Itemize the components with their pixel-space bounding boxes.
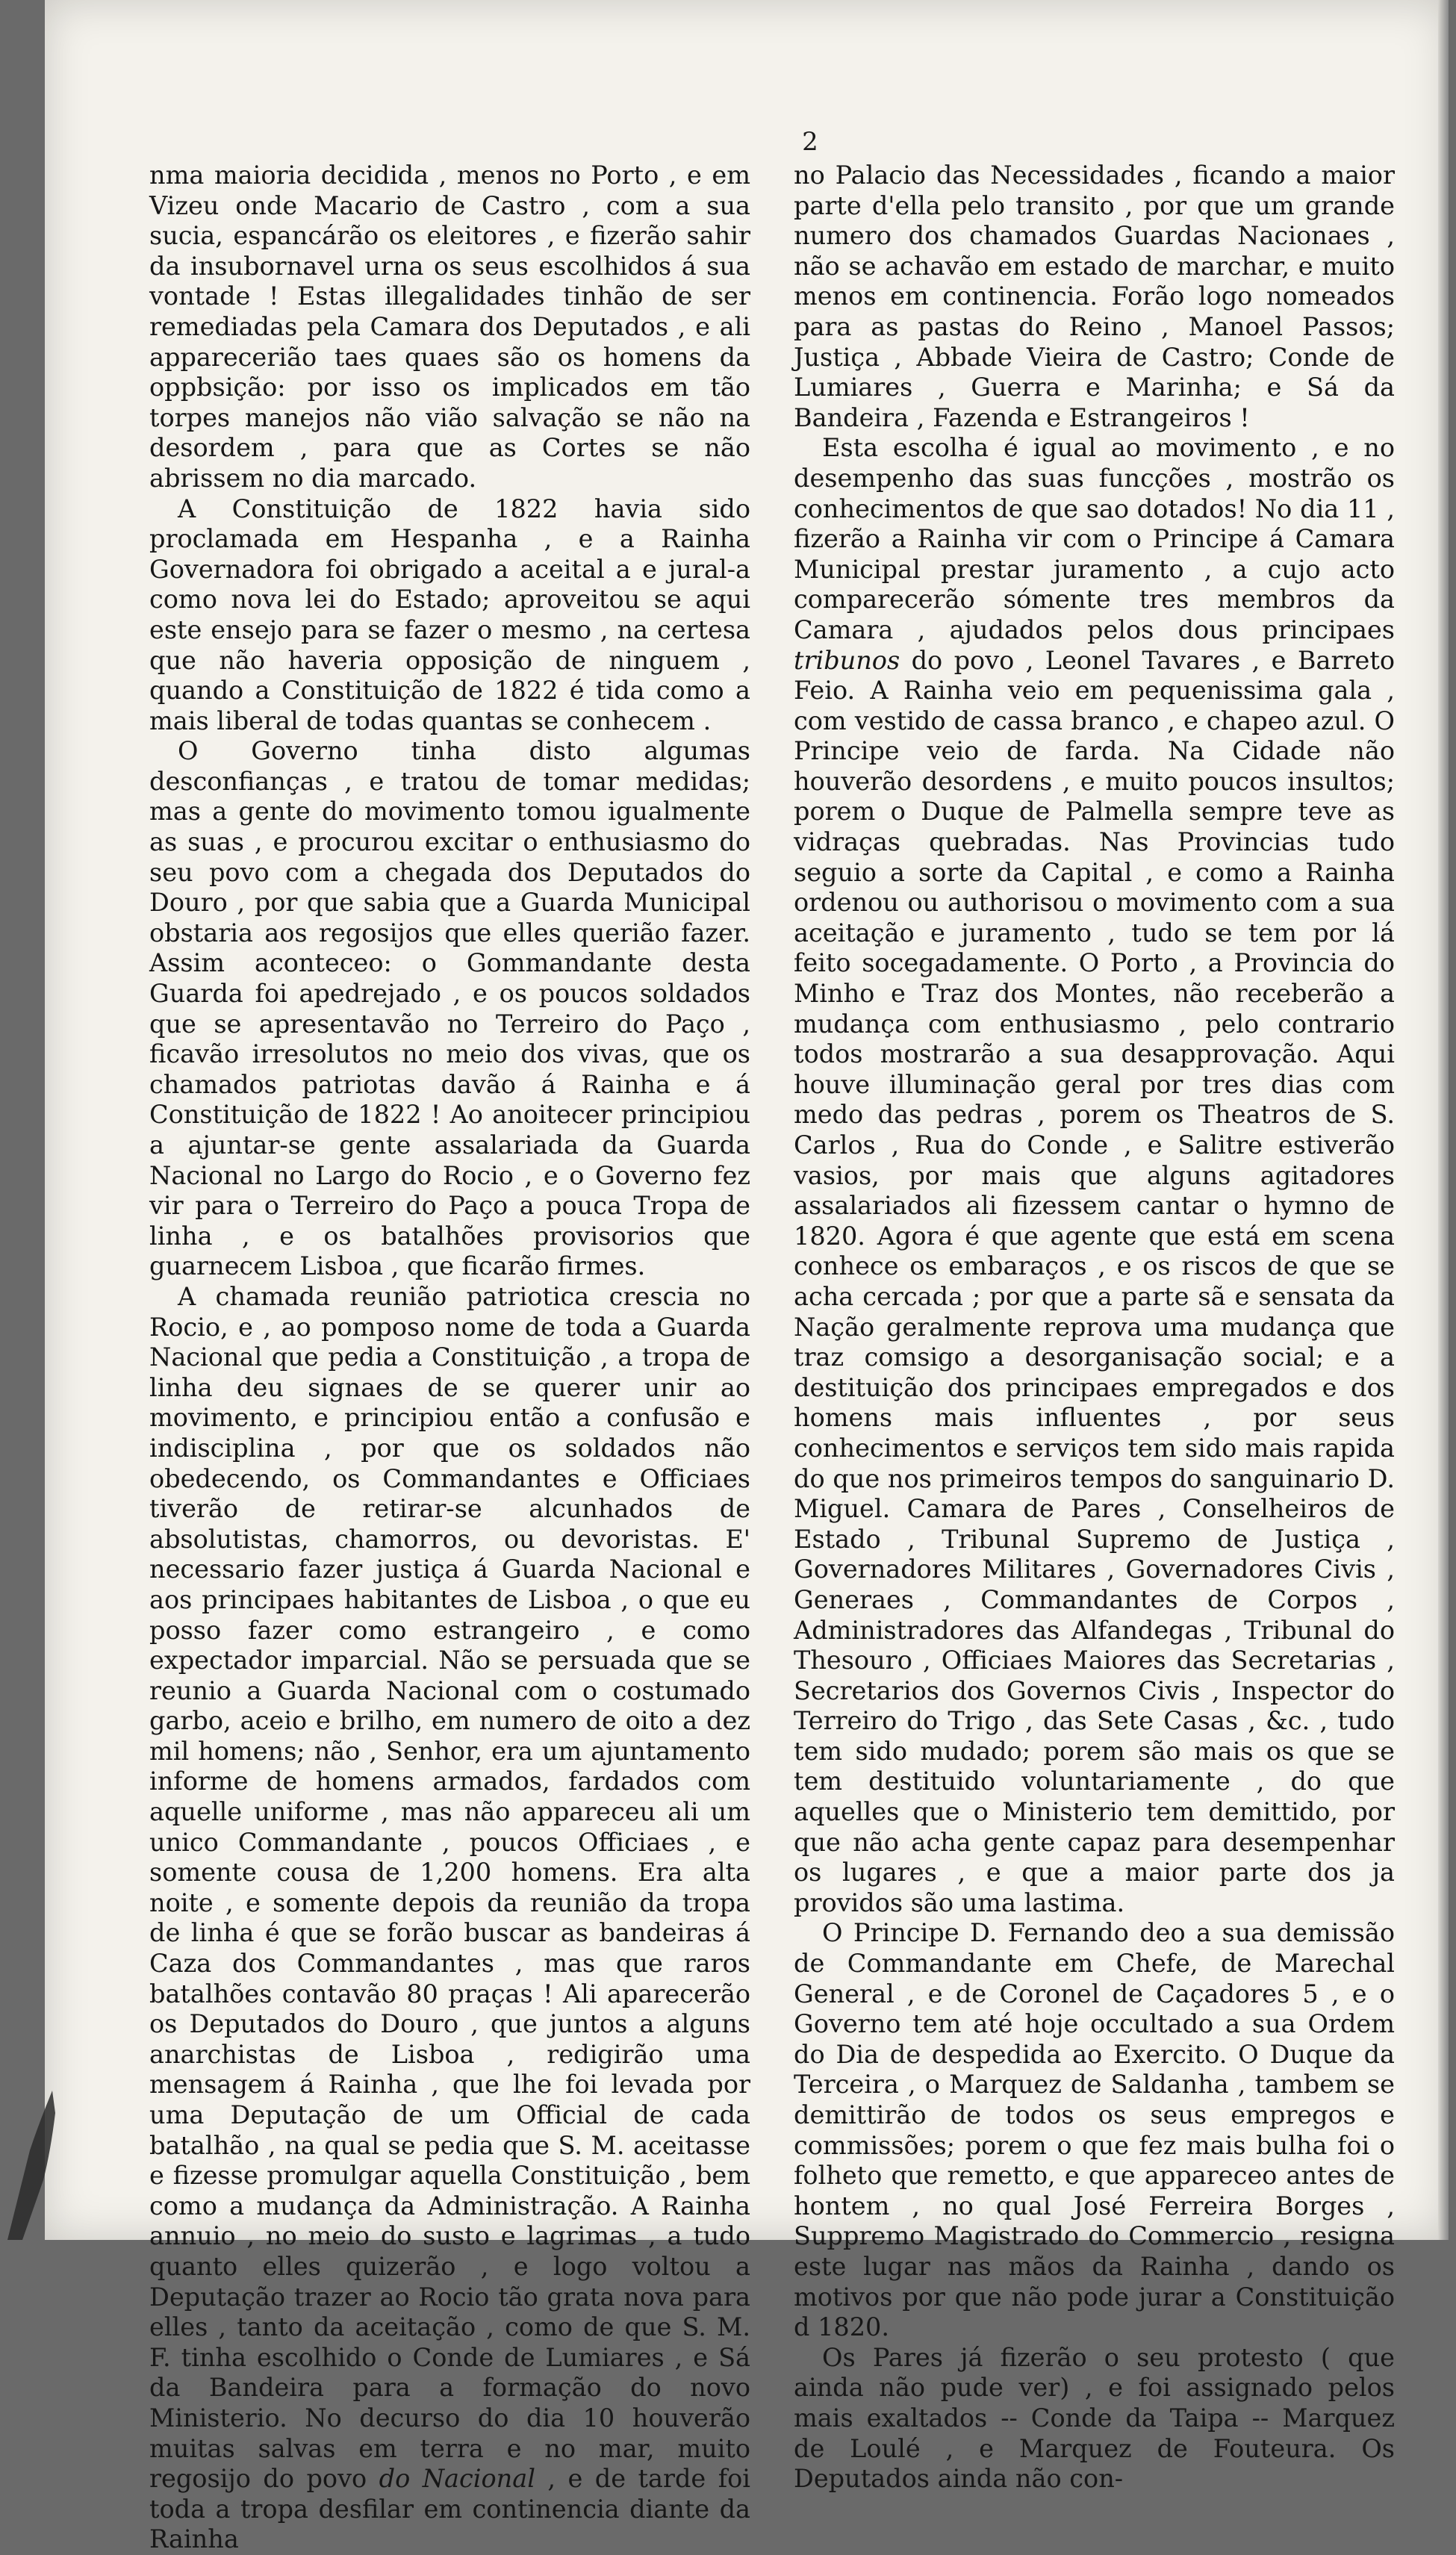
right-paragraph-2-italic: tribunos — [794, 645, 900, 675]
right-paragraph-2 — [794, 433, 1395, 1918]
right-column — [794, 161, 1395, 2495]
pen-nib-shadow — [0, 2083, 90, 2240]
left-paragraph-3: O Governo tinha disto algumas desconfianças , e tratou de tomar medidas; mas a gente do movimento tomou igualmente as suas , e procurou excitar o enthusiasmo do seu povo com a chegada dos Deputados do Douro , por que sabia que a Guarda Municipal obstaria aos regosijos que elles querião fazer. Assim aconteceo: o Gommandante desta Guarda foi apedrejado , e os poucos soldados que se apresentavão no Terreiro do Paço , ficavão irresolutos no meio dos vivas, que os chamados patriotas davão á Rainha e á Constituição de 1822 ! Ao anoitecer principiou a ajuntar-se gente assalariada da Guarda Nacional no Largo do Rocio , e o Governo fez vir para o Terreiro do Paço a pouca Tropa de linha , e os batalhões provisorios que guarnecem Lisboa , que ficarão firmes. — [149, 736, 750, 1281]
page-number: 2 — [802, 127, 818, 157]
page-edge-shadow — [1438, 0, 1449, 2240]
right-paragraph-1: no Palacio das Necessidades , ficando a maior parte d'ella pelo transito , por que um grande numero dos chamados Guardas Nacionaes , não se achavão em estado de marchar, e muito menos em continencia. Forão logo nomeados para as pastas do Reino , Manoel Passos; Justiça , Abbade Vieira de Castro; Conde de Lumiares , Guerra e Marinha; e Sá da Bandeira , Fazenda e Estrangeiros ! — [794, 161, 1395, 432]
left-paragraph-4-end: , e de tarde foi toda a tropa desfilar em continencia diante da Rainha — [149, 2464, 750, 2554]
left-paragraph-2: A Constituição de 1822 havia sido proclamada em Hespanha , e a Rainha Governadora foi obrigado a aceital a e jural-a como nova lei do Estado; aproveitou se aqui este ensejo para se fazer o mesmo , na certesa que não haveria opposição de ninguem , quando a Constituição de 1822 é tida como a mais liberal de todas quantas se conhecem . — [149, 494, 750, 735]
left-paragraph-1: nma maioria decidida , menos no Porto , e em Vizeu onde Macario de Castro , com a sua sucia, espancárão os eleitores , e fizerão sahir da insubornavel urna os seus escolhidos á sua vontade ! Estas illegalidades tinhão de ser remediadas pela Camara dos Deputados , e ali apparecerião taes quaes são os homens da oppbsição: por isso os implicados em tão torpes manejos não vião salvação se não na desordem , para que as Cortes se não abrissem no dia marcado. — [149, 161, 750, 493]
left-paragraph-4-text: A chamada reunião patriotica crescia no Rocio, e , ao pomposo nome de toda a Guarda Nacional que pedia a Constituição , a tropa de linha deu signaes de se querer unir ao movimento, e principiou então a confusão e indisciplina , por que os soldados não obedecendo, os Commandantes e Officiaes tiverão de retirar-se alcunhados de absolutistas, chamorros, ou devoristas. E' necessario fazer justiça á Guarda Nacional e aos principaes habitantes de Lisboa , o que eu posso fazer como estrangeiro , e como expectador imparcial. Não se persuada que se reunio a Guarda Nacional com o costumado garbo, aceio e brilho, em numero de oito a dez mil homens; não , Senhor, era um ajuntamento informe de homens armados, fardados com aquelle uniforme , mas não appareceu ali um unico Commandante , poucos Officiaes , e somente cousa de 1,200 homens. Era alta noite , e somente depois da reunião da tropa de linha é que se forão buscar as bandeiras á Caza dos Commandantes , mas que raros batalhões contavão 80 praças ! Ali aparecerão os Deputados do Douro , que juntos a alguns anarchistas de Lisboa , redigirão uma mensagem á Rainha , que lhe foi levada por uma Deputação de um Official de cada batalhão , na qual se pedia que S. M. aceitasse e fizesse promulgar aquella Constituição , bem como a mudança da Administração. A Rainha annuio , no meio do susto e lagrimas , a tudo quanto elles quizerão , e logo voltou a Deputação trazer ao Rocio tão grata nova para elles , tanto da aceitação , como de que S. M. F. tinha escolhido o Conde de Lumiares , e Sá da Bandeira para a formação do novo Ministerio. No decurso do dia 10 houverão muitas salvas em terra e no mar, muito regosijo do povo — [149, 1281, 750, 2494]
right-paragraph-2-end: do povo , Leonel Tavares , e Barreto Feio. A Rainha veio em pequenissima gala , com vestido de cassa branco , e chapeo azul. O Principe veio de farda. Na Cidade não houverão desordens , e muito poucos insultos; porem o Duque de Palmella sempre teve as vidraças quebradas. Nas Provincias tudo seguio a sorte da Capital , e como a Rainha ordenou ou authorisou o movimento com a sua aceitação e juramento , tudo se tem por lá feito socegadamente. O Porto , a Provincia do Minho e Traz dos Montes, não receberão a mudança com enthusiasmo , pelo contrario todos mostrarão a sua desapprovação. Aqui houve illuminação geral por tres dias com medo das pedras , porem os Theatros de S. Carlos , Rua do Conde , e Salitre estiverão vasios, por mais que alguns agitadores assalariados ali fizessem cantar o hymno de 1820. Agora é que agente que está em scena conhece os embaraços , e os riscos de que se acha cercada ; por que a parte sã e sensata da Nação geralmente reprova uma mudança que traz comsigo a desorganisação social; e a destituição dos principaes empregados e dos homens mais influentes , por seus conhecimentos e serviços tem sido mais rapida do que nos primeiros tempos do sanguinario D. Miguel. Camara de Pares , Conselheiros de Estado , Tribunal Supremo de Justiça , Governadores Militares , Governadores Civis , Generaes , Commandantes de Corpos , Administradores das Alfandegas , Tribunal do Thesouro , Officiaes Maiores das Secretarias , Secretarios dos Governos Civis , Inspector do Terreiro do Trigo , das Sete Casas , &c. , tudo tem sido mudado; porem são mais os que se tem destituido voluntariamente , do que aquelles que o Ministerio tem demittido, por que não acha gente capaz para desempenhar os lugares , e que a maior parte dos ja providos são uma lastima. — [794, 645, 1395, 1917]
left-paragraph-4 — [149, 1282, 750, 2555]
left-column — [149, 161, 750, 2555]
left-paragraph-4-italic: do Nacional — [379, 2464, 535, 2494]
right-paragraph-4: Os Pares já fizerão o seu protesto ( que ainda não pude ver) , e foi assignado pelos mais exaltados -- Conde da Taipa -- Marquez de Loulé , e Marquez de Fouteura. Os Deputados ainda não con- — [794, 2342, 1395, 2494]
right-paragraph-2-text: Esta escolha é igual ao movimento , e no desempenho das suas funcções , mostrão os conhecimentos de que sao dotados! No dia 11 , fizerão a Rainha vir com o Principe á Camara Municipal prestar juramento , a cujo acto comparecerão sómente tres membros da Camara , ajudados pelos dous principaes — [794, 433, 1395, 644]
right-paragraph-3: O Principe D. Fernando deo a sua demissão de Commandante em Chefe, de Marechal General , e de Coronel de Caçadores 5 , e o Governo tem até hoje occultado a sua Ordem do Dia de despedida ao Exercito. O Duque da Terceira , o Marquez de Saldanha , tambem se demittirão de todos os seus empregos e commissões; porem o que fez mais bulha foi o folheto que remetto, e que appareceo antes de hontem , no qual José Ferreira Borges , Suppremo Magistrado do Commercio , resigna este lugar nas mãos da Rainha , dando os motivos por que não pode jurar a Constituição d 1820. — [794, 1918, 1395, 2342]
